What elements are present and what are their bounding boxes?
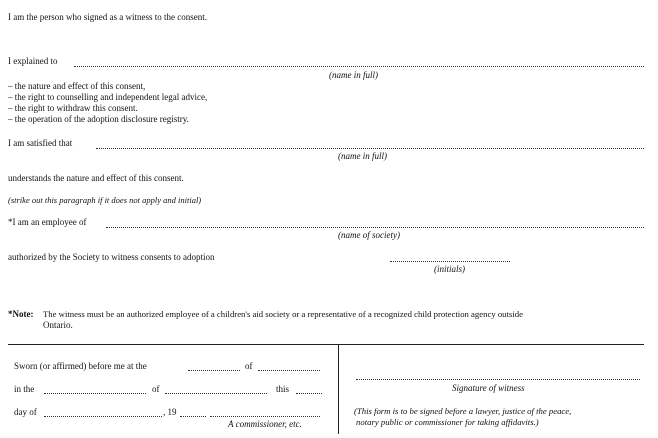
- sworn-month-field[interactable]: [44, 416, 162, 417]
- explained-item-1: – the nature and effect of this consent,: [8, 81, 146, 91]
- sworn-line2-this: this: [276, 384, 290, 394]
- bottom-block-top-rule: [8, 344, 644, 345]
- explained-item-2: – the right to counselling and independent legal advice,: [8, 92, 208, 102]
- authorized-text: authorized by the Society to witness consents to adoption: [8, 252, 215, 262]
- sworn-municipality-field[interactable]: [44, 393, 146, 394]
- note-text-line1: The witness must be an authorized employee of a children's aid society or a representative of a recognized child protection agency outside: [43, 309, 523, 319]
- satisfied-name-field[interactable]: [96, 148, 644, 149]
- initials-field[interactable]: [390, 261, 510, 262]
- sworn-line3-day-of: day of: [14, 407, 37, 417]
- witness-signature-field[interactable]: [356, 379, 640, 380]
- sworn-place2-field[interactable]: [258, 370, 320, 371]
- strike-out-note: (strike out this paragraph if it does not apply and initial): [8, 195, 202, 205]
- witness-footnote-line2: notary public or commissioner for taking affidavits.): [356, 417, 539, 427]
- sworn-region-field[interactable]: [165, 393, 267, 394]
- witness-signature-caption: Signature of witness: [452, 383, 525, 393]
- explained-name-caption: (name in full): [329, 70, 378, 80]
- sworn-year-field[interactable]: [180, 416, 206, 417]
- satisfied-label: I am satisfied that: [8, 138, 73, 148]
- society-name-field[interactable]: [106, 227, 644, 228]
- society-name-caption: (name of society): [338, 230, 400, 240]
- explained-to-field[interactable]: [74, 66, 644, 67]
- witness-footnote-line1: (This form is to be signed before a lawyer, justice of the peace,: [354, 406, 572, 416]
- sworn-line1-text: Sworn (or affirmed) before me at the: [14, 361, 147, 371]
- sworn-line1-of: of: [245, 361, 253, 371]
- note-label: *Note:: [8, 309, 34, 319]
- initials-caption: (initials): [434, 264, 465, 274]
- understands-text: understands the nature and effect of this consent.: [8, 173, 184, 183]
- sworn-line2-in-the: in the: [14, 384, 35, 394]
- commissioner-caption: A commissioner, etc.: [228, 419, 302, 429]
- explained-item-3: – the right to withdraw this consent.: [8, 103, 138, 113]
- satisfied-name-caption: (name in full): [338, 151, 387, 161]
- sworn-line3-year-prefix: , 19: [163, 407, 177, 417]
- note-text-line2: Ontario.: [43, 320, 73, 330]
- sworn-place-field[interactable]: [188, 370, 240, 371]
- explained-to-label: I explained to: [8, 56, 58, 66]
- sworn-day-field[interactable]: [296, 393, 322, 394]
- commissioner-signature-field[interactable]: [210, 416, 320, 417]
- employee-label: *I am an employee of: [8, 217, 87, 227]
- explained-item-4: – the operation of the adoption disclosure registry.: [8, 114, 189, 124]
- sworn-line2-of: of: [152, 384, 160, 394]
- witness-statement: I am the person who signed as a witness to the consent.: [8, 12, 207, 22]
- bottom-block-divider: [338, 344, 339, 434]
